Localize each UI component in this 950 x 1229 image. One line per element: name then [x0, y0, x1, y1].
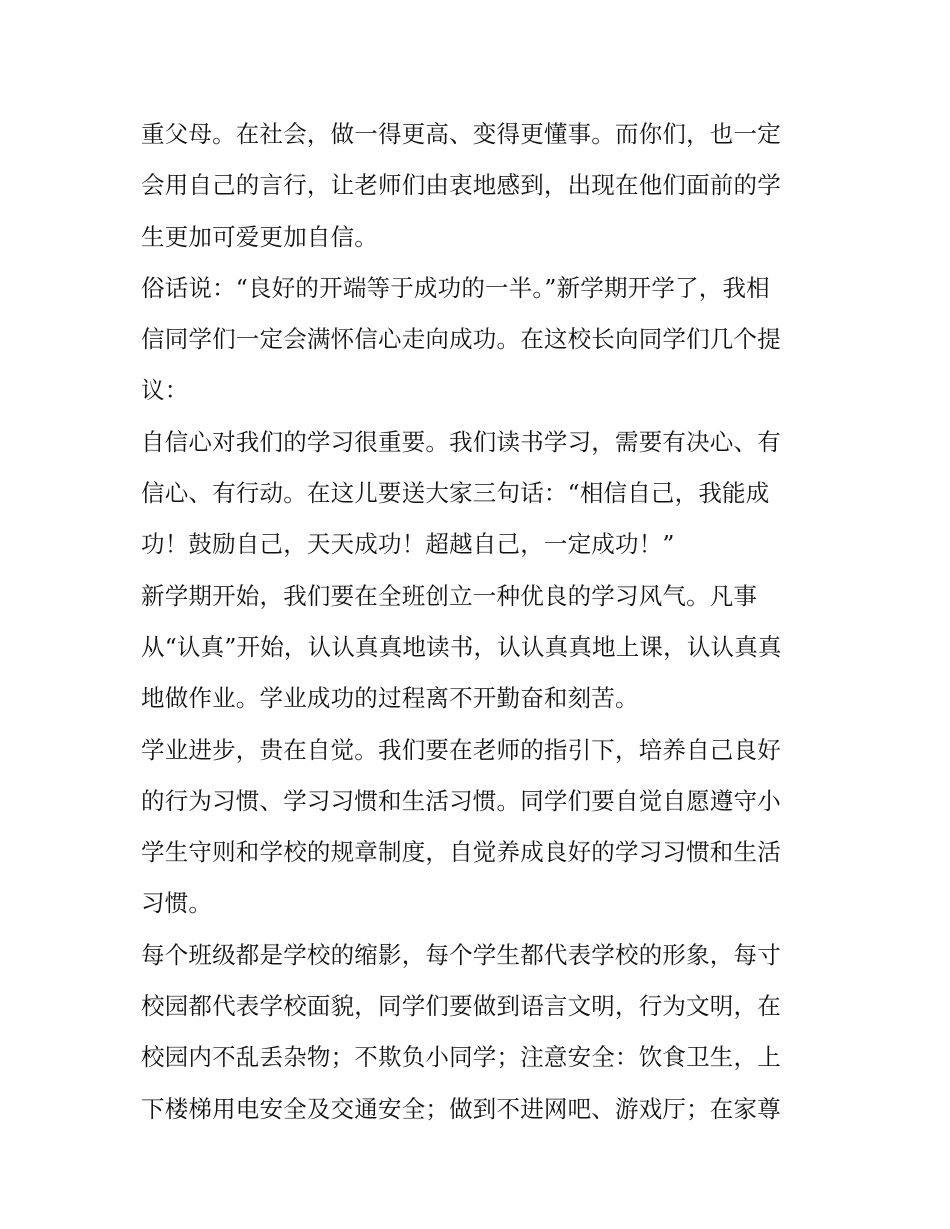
text-line: 功！鼓励自己，天天成功！超越自己，一定成功！”	[141, 530, 675, 559]
body-text	[141, 109, 821, 1135]
text-line: 下楼梯用电安全及交通安全；做到不进网吧、游戏厅；在家尊	[141, 1094, 781, 1123]
text-line: 习惯。	[141, 889, 213, 918]
text-line: 生更加可爱更加自信。	[141, 222, 378, 251]
text-line: 学生守则和学校的规章制度，自觉养成良好的学习习惯和生活	[141, 838, 781, 867]
text-line: 信同学们一定会满怀信心走向成功。在这校长向同学们几个提	[141, 325, 781, 354]
text-line: 会用自己的言行，让老师们由衷地感到，出现在他们面前的学	[141, 171, 781, 200]
text-line: 地做作业。学业成功的过程离不开勤奋和刻苦。	[141, 684, 639, 713]
text-line: 议：	[141, 376, 189, 405]
text-line: 的行为习惯、学习习惯和生活习惯。同学们要自觉自愿遵守小	[141, 786, 781, 815]
text-line: 信心、有行动。在这儿要送大家三句话：“相信自己，我能成	[141, 479, 770, 508]
text-line: 学业进步，贵在自觉。我们要在老师的指引下，培养自己良好	[141, 735, 781, 764]
text-line: 每个班级都是学校的缩影，每个学生都代表学校的形象，每寸	[141, 940, 781, 969]
text-line: 自信心对我们的学习很重要。我们读书学习，需要有决心、有	[141, 427, 781, 456]
text-line: 俗话说：“良好的开端等于成功的一半。”新学期开学了，我相	[141, 273, 770, 302]
text-line: 新学期开始，我们要在全班创立一种优良的学习风气。凡事	[141, 581, 758, 610]
text-line: 校园内不乱丢杂物；不欺负小同学；注意安全：饮食卫生，上	[141, 1043, 781, 1072]
text-line: 重父母。在社会，做一得更高、变得更懂事。而你们，也一定	[141, 120, 781, 148]
text-line: 从“认真”开始，认认真真地读书，认认真真地上课，认认真真	[141, 632, 782, 661]
text-line: 校园都代表学校面貌，同学们要做到语言文明，行为文明，在	[141, 992, 781, 1021]
